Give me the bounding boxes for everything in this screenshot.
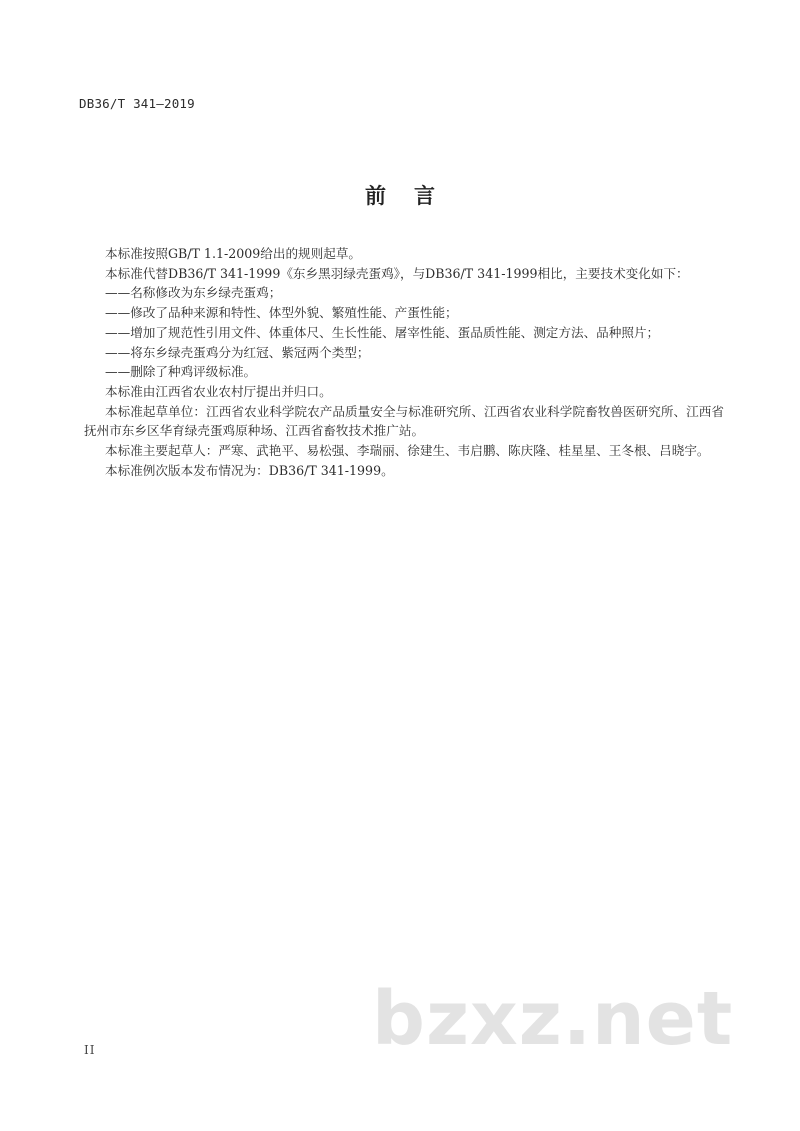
page-title [0, 180, 800, 210]
change-item: ——将东乡绿壳蛋鸡分为红冠、紫冠两个类型； [105, 344, 370, 360]
title-char-2: 言 [414, 184, 435, 208]
watermark: bzxz.net [372, 976, 734, 1062]
change-item: ——增加了规范性引用文件、体重体尺、生长性能、屠宰性能、蛋品质性能、测定方法、品种照片； [105, 324, 660, 340]
change-item: ——删除了种鸡评级标准。 [105, 364, 257, 380]
title-char-1: 前 [365, 184, 386, 208]
change-item: ——修改了品种来源和特性、体型外貌、繁殖性能、产蛋性能； [105, 305, 458, 321]
paragraph-drafting-rules: 本标准按照GB/T 1.1-2009给出的规则起草。 [105, 246, 362, 261]
document-code: DB36/T 341—2019 [79, 96, 195, 111]
paragraph-proposer: 本标准由江西省农业农村厅提出并归口。 [105, 383, 332, 399]
paragraph-release-history: 本标准例次版本发布情况为：DB36/T 341-1999。 [105, 462, 394, 478]
foreword-content [84, 244, 724, 480]
page-number: II [84, 1043, 96, 1057]
paragraph-drafters: 本标准主要起草人：严寒、武艳平、易松强、李瑞丽、徐建生、韦启鹏、陈庆隆、桂星星、王冬根、吕晓宇。 [105, 443, 710, 459]
change-item: ——名称修改为东乡绿壳蛋鸡； [105, 285, 282, 301]
paragraph-drafting-units: 本标准起草单位：江西省农业科学院农产品质量安全与标准研究所、江西省农业科学院畜牧兽医研究所、江西省抚州市东乡区华育绿壳蛋鸡原种场、江西省畜牧技术推广站。 [84, 403, 724, 439]
paragraph-replacement: 本标准代替DB36/T 341-1999《东乡黑羽绿壳蛋鸡》，与DB36/T 341-1999相比，主要技术变化如下： [105, 265, 689, 281]
